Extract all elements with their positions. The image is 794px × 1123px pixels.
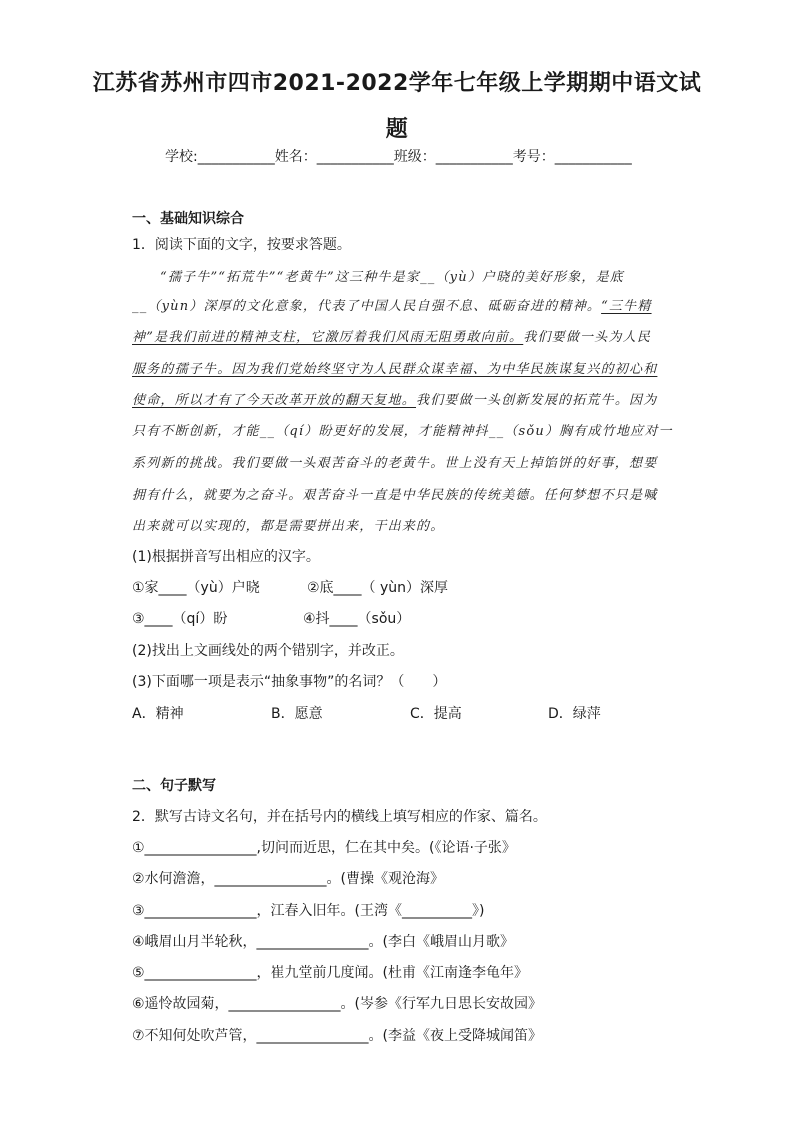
recite-line-4: ④峨眉山月半轮秋，________________。(李白《峨眉山月歌》	[132, 934, 515, 950]
passage-underline-1: “三牛精	[601, 299, 652, 314]
option-b: B．愿意	[271, 706, 323, 722]
passage-line-1: “孺子牛”“拓荒牛”“老黄牛”这三种牛是家__（yù）户晓的美好形象，是底	[160, 270, 624, 285]
option-c: C．提高	[410, 706, 462, 722]
passage-underline-4: 使命，所以才有了今天改革开放的翻天复地。	[132, 393, 417, 408]
passage-line-5	[132, 389, 657, 408]
q1-blank-1: ①家____（yù）户晓	[132, 580, 260, 596]
passage-underline-2: 神”是我们前进的精神支柱，它激厉着我们风雨无阻勇敢向前。	[132, 330, 524, 345]
section1-heading: 一、基础知识综合	[132, 211, 244, 227]
section2-heading: 二、句子默写	[132, 778, 216, 794]
exam-title-line1: 江苏省苏州市四市2021-2022学年七年级上学期期中语文试	[92, 71, 702, 96]
passage-line-9: 出来就可以实现的，都是需要拼出来，干出来的。	[132, 519, 445, 534]
option-a: A．精神	[132, 706, 184, 722]
recite-line-2: ②水何澹澹，________________。(曹操《观沧海》	[132, 871, 445, 887]
recite-line-6: ⑥遥怜故园菊，________________。(岑参《行军九日思长安故园》	[132, 996, 543, 1012]
q1-blank-2: ②底____（ yùn）深厚	[307, 580, 449, 596]
passage-line-5-text: 我们要做一头创新发展的拓荒牛。因为	[416, 393, 658, 408]
q1-blank-4: ④抖____（sǒu）	[303, 611, 411, 627]
q1-sub3: (3)下面哪一项是表示“抽象事物”的名词？（ ）	[132, 674, 447, 690]
recite-line-3: ③________________，江春入旧年。(王湾《__________》)	[132, 903, 485, 919]
exam-title-line2: 题	[385, 117, 409, 142]
passage-line-8: 拥有什么，就要为之奋斗。艰苦奋斗一直是中华民族的传统美德。任何梦想不只是喊	[132, 488, 658, 503]
recite-line-7: ⑦不知何处吹芦管，________________。(李益《夜上受降城闻笛》	[132, 1028, 543, 1044]
passage-line-6: 只有不断创新，才能__（qí）盼更好的发展，才能精神抖__（sǒu）胸有成竹地应对一	[132, 424, 673, 439]
q1-blank-3: ③____（qí）盼	[132, 611, 228, 627]
passage-line-3-text: 我们要做一头为人民	[523, 330, 652, 345]
q2-stem: 2．默写古诗文名句，并在括号内的横线上填写相应的作家、篇名。	[132, 809, 547, 825]
recite-line-5: ⑤________________，崔九堂前几度闻。(杜甫《江南逢李龟年》	[132, 965, 529, 981]
recite-line-1: ①________________,切问而近思，仁在其中矣。(《论语·子张》	[132, 840, 516, 856]
passage-underline-3: 服务的孺子牛。因为我们党始终坚守为人民群众谋幸福、为中华民族谋复兴的初心和	[132, 362, 658, 377]
passage-line-7: 系列新的挑战。我们要做一头艰苦奋斗的老黄牛。世上没有天上掉馅饼的好事，想要	[132, 456, 658, 471]
option-d: D．绿萍	[548, 706, 601, 722]
q1-sub1: (1)根据拼音写出相应的汉字。	[132, 549, 320, 565]
student-info-line: 学校:___________姓名：___________班级：___________考号：___________	[165, 149, 632, 165]
q1-sub2: (2)找出上文画线处的两个错别字，并改正。	[132, 643, 404, 659]
passage-line-2-text: __（yùn）深厚的文化意象，代表了中国人民自强不息、砥砺奋进的精神。	[132, 299, 602, 314]
passage-line-2	[132, 295, 652, 314]
passage-line-3	[132, 326, 651, 345]
q1-stem: 1．阅读下面的文字，按要求答题。	[132, 237, 351, 253]
